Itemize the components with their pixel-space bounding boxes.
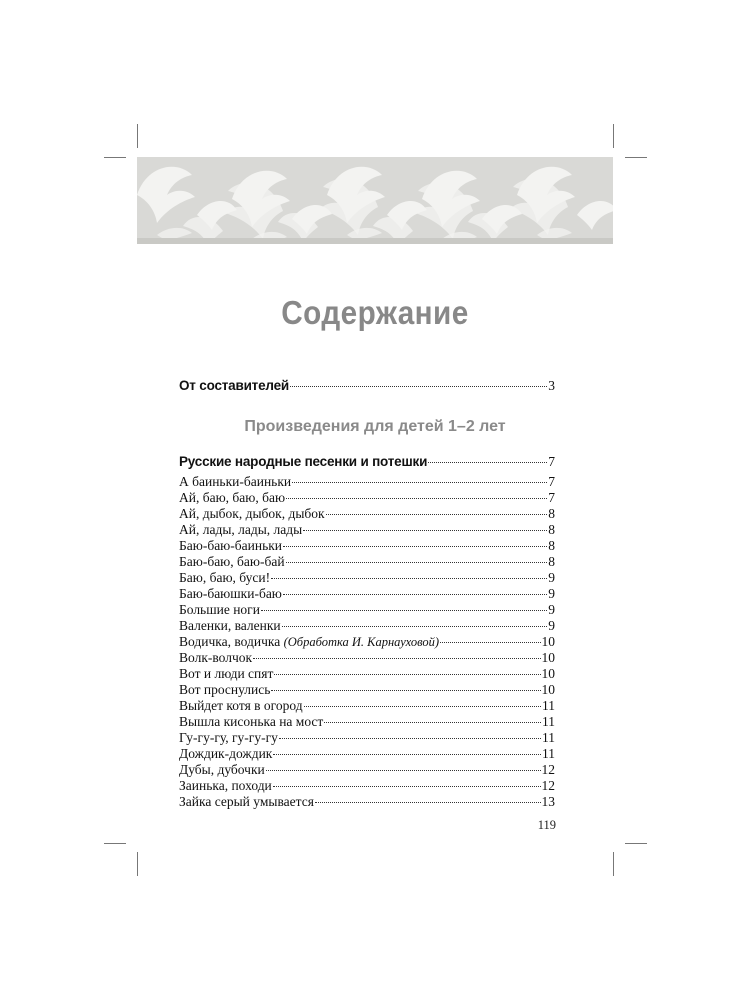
toc-page-number: 10 (541, 650, 555, 665)
toc-page-number: 9 (548, 586, 555, 601)
ornament-pattern (137, 157, 613, 243)
toc-leader-dots (304, 706, 541, 707)
toc-entry-label: Дубы, дубочки (179, 762, 265, 777)
toc-entry-label: Вот и люди спят (179, 666, 274, 681)
crop-mark (104, 157, 126, 158)
toc-leader-dots (303, 530, 547, 531)
toc-entry[interactable] (179, 570, 555, 586)
toc-page-number: 8 (548, 554, 555, 569)
toc-leader-dots (326, 514, 548, 515)
toc-leader-dots (282, 626, 548, 627)
toc-entry[interactable] (179, 506, 555, 522)
ornament-banner (137, 157, 613, 243)
crop-mark (625, 843, 647, 844)
toc-entry-label: Баю, баю, буси! (179, 570, 271, 585)
toc-entry-note: (Обработка И. Карнауховой) (283, 635, 440, 649)
toc-leader-dots (266, 770, 541, 771)
crop-mark (137, 124, 138, 148)
crop-mark (613, 852, 614, 876)
toc-page-number: 9 (548, 602, 555, 617)
toc-leader-dots (283, 546, 547, 547)
toc-page-number: 11 (542, 714, 555, 729)
toc-entry[interactable] (179, 474, 555, 490)
toc-entry-label: Волк-волчок (179, 650, 253, 665)
toc-page-number: 10 (541, 666, 555, 681)
toc-entry[interactable] (179, 522, 555, 538)
toc-leader-dots (428, 462, 547, 463)
toc-leader-dots (279, 738, 541, 739)
toc-leader-dots (283, 594, 547, 595)
toc-leader-dots (290, 386, 547, 387)
toc-page-number: 11 (542, 730, 555, 745)
toc-entry[interactable] (179, 714, 555, 730)
toc-page-number: 7 (548, 454, 555, 469)
toc-entry-label: Гу-гу-гу, гу-гу-гу (179, 730, 278, 745)
toc-page-number: 7 (548, 474, 555, 489)
toc-entry[interactable] (179, 586, 555, 602)
toc-entry-label: Выйдет котя в огород (179, 698, 303, 713)
toc-entry-label: Дождик-дождик (179, 746, 273, 761)
toc-page-number: 3 (548, 378, 555, 393)
toc-entry[interactable] (179, 538, 555, 554)
toc-leader-dots (271, 578, 547, 579)
toc-leader-dots (286, 562, 548, 563)
toc-page-number: 8 (548, 538, 555, 553)
toc-leader-dots (261, 610, 547, 611)
toc-entry[interactable] (179, 634, 555, 650)
toc-leader-dots (324, 722, 541, 723)
toc-entry-label: Большие ноги (179, 602, 260, 617)
toc-entry[interactable] (179, 554, 555, 570)
toc-entry-label: А баиньки-баиньки (179, 474, 292, 489)
toc-entry-label: Ай, дыбок, дыбок, дыбок (179, 506, 325, 521)
toc-leader-dots (273, 786, 541, 787)
toc-leader-dots (274, 674, 540, 675)
toc-entry[interactable] (179, 666, 555, 682)
toc-page-number: 10 (541, 682, 555, 697)
toc-entry[interactable] (179, 794, 555, 810)
crop-mark (613, 124, 614, 148)
toc-entry-label: Ай, баю, баю, баю (179, 490, 286, 505)
toc-leader-dots (271, 690, 540, 691)
toc-page-number: 10 (541, 634, 555, 649)
toc-leader-dots (253, 658, 540, 659)
toc-page-number: 13 (541, 794, 555, 809)
toc-page-number: 8 (548, 522, 555, 537)
toc-page-number: 9 (548, 570, 555, 585)
toc-entry[interactable] (179, 698, 555, 714)
toc-page-number: 12 (541, 762, 555, 777)
toc-page-number: 9 (548, 618, 555, 633)
toc-page-number: 7 (548, 490, 555, 505)
toc-entry[interactable] (179, 490, 555, 506)
crop-mark (104, 843, 126, 844)
toc-entry-label: Баю-баю, баю-бай (179, 554, 285, 569)
toc-entry[interactable] (179, 682, 555, 698)
toc-leader-dots (286, 498, 547, 499)
toc-page-number: 8 (548, 506, 555, 521)
toc-entry-intro[interactable] (179, 378, 555, 394)
toc-entry-label: Ай, лады, лады, лады (179, 522, 303, 537)
ornament-underline (137, 238, 613, 244)
toc-page-number: 11 (542, 746, 555, 761)
toc-entry-label: Валенки, валенки (179, 618, 281, 633)
page-title: Содержание (281, 294, 469, 331)
crop-mark (625, 157, 647, 158)
toc-entry[interactable] (179, 650, 555, 666)
toc-entry[interactable] (179, 602, 555, 618)
toc-entry-label: Заинька, походи (179, 778, 272, 793)
toc-entry-label: Баю-баюшки-баю (179, 586, 282, 601)
toc-leader-dots (440, 642, 540, 643)
toc-leader-dots (292, 482, 547, 483)
toc-entry-label: Вот проснулись (179, 682, 271, 697)
toc-leader-dots (315, 802, 541, 803)
toc-subsection[interactable] (179, 454, 555, 470)
page-number: 119 (537, 818, 556, 832)
toc-entry-label: Вышла кисонька на мост (179, 714, 324, 729)
toc-entry[interactable] (179, 618, 555, 634)
toc-entry[interactable] (179, 730, 555, 746)
toc-entry-label: От составителей (179, 378, 289, 393)
toc-entry[interactable] (179, 778, 555, 794)
crop-mark (137, 852, 138, 876)
toc-entry[interactable] (179, 762, 555, 778)
toc-page-number: 12 (541, 778, 555, 793)
section-heading: Произведения для детей 1–2 лет (244, 418, 506, 435)
toc-leader-dots (273, 754, 541, 755)
toc-entry-label: Баю-баю-баиньки (179, 538, 283, 553)
toc-entry-label: Русские народные песенки и потешки (179, 454, 428, 469)
toc-entry-label: Водичка, водичка (Обработка И. Карнауховой) (179, 634, 440, 649)
toc-entry[interactable] (179, 746, 555, 762)
toc-entry-label: Зайка серый умывается (179, 794, 314, 809)
toc-page-number: 11 (542, 698, 555, 713)
